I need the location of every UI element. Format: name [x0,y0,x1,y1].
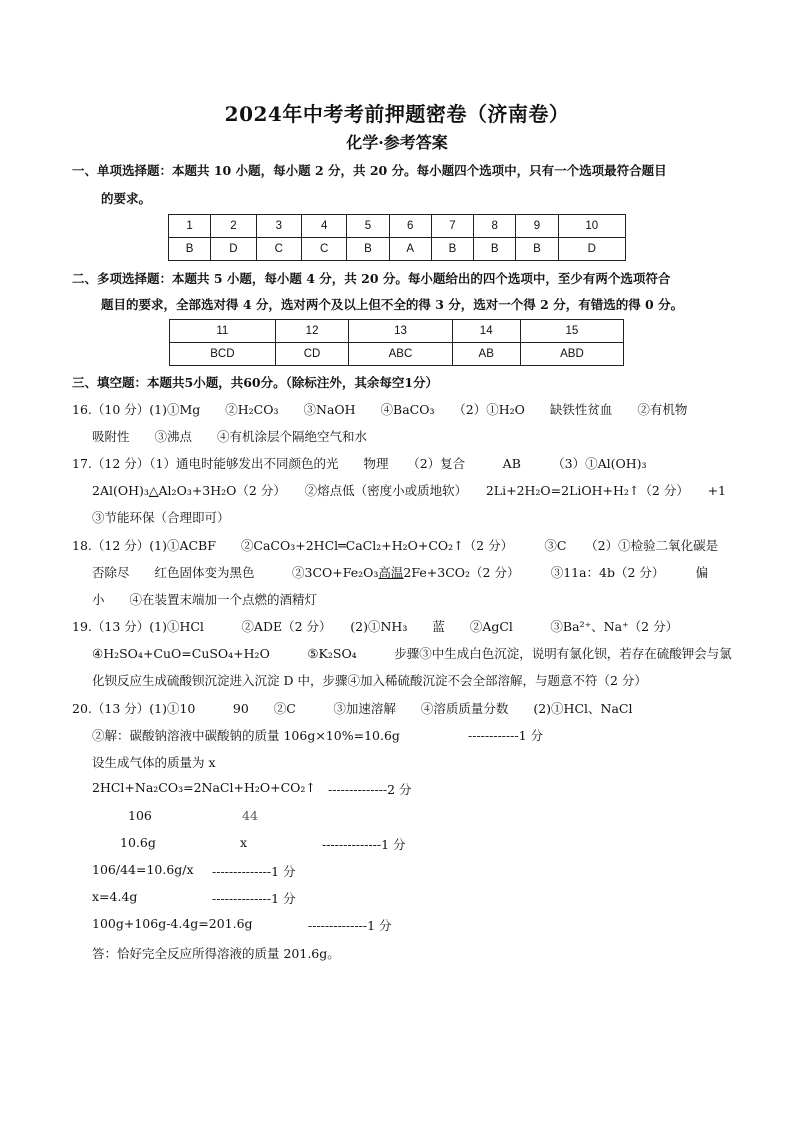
table-cell: 10 [558,215,625,238]
table-cell: 12 [275,320,349,343]
q18-equation-left: 否除尽 红色固体变为黑色 ②3CO+Fe₂O₃ [92,565,379,580]
page-title: 2024年中考考前押题密卷（济南卷） [224,102,570,126]
table-cell: 11 [170,320,276,343]
table-cell: 14 [452,320,520,343]
section3-heading: 三、填空题：本题共5小题，共60分。（除标注外，其余每空1分） [72,375,439,390]
section2-heading-cont: 题目的要求，全部选对得 4 分，选对两个及以上但不全的得 3 分，选对一个得 2 分，有错选的得 0 分。 [101,297,684,312]
table-cell: A [389,238,431,261]
q20-molar-mass-a: 106 [128,808,152,823]
q20-score-6: --------------1 分 [308,918,392,933]
table-cell: AB [452,343,520,366]
q20-score-1: ------------1 分 [468,728,544,743]
table-cell: 5 [347,215,389,238]
table-cell: B [169,238,211,261]
q17-line3: ③节能环保（合理即可） [92,510,230,525]
section2-answer-table [169,319,624,366]
table-cell: C [302,238,347,261]
table-cell: 9 [516,215,558,238]
q20-ratio: 106/44=10.6g/x [92,862,194,877]
section1-heading-cont: 的要求。 [101,191,152,206]
q17-line2-rest: Al₂O₃+3H₂O（2 分） ②熔点低（密度小或质地软） 2Li+2H₂O=2LiOH+H₂↑（2 分） +1 [158,483,727,498]
q20-solution-line: ②解：碳酸钠溶液中碳酸钠的质量 106g×10%=10.6g [92,728,400,743]
section2-heading: 二、多项选择题：本题共 5 小题，每小题 4 分，共 20 分。每小题给出的四个选项中，至少有两个选项符合 [72,271,671,286]
high-temp-condition: 高温 [378,565,404,580]
q17-line1: 17.（12 分）（1）通电时能够发出不同颜色的光 物理 （2）复合 AB （3）①Al(OH)₃ [72,456,647,471]
table-row [169,215,626,238]
table-cell: 1 [169,215,211,238]
page-subtitle: 化学·参考答案 [346,133,448,152]
q19-line2: ④H₂SO₄+CuO=CuSO₄+H₂O ⑤K₂SO₄ 步骤③中生成白色沉淀，说明有氯化钡，若存在硫酸钾会与氯 [92,646,732,661]
q17-line2 [92,481,726,499]
table-cell: B [347,238,389,261]
q16-line2: 吸附性 ③沸点 ④有机涂层个隔绝空气和水 [92,429,368,444]
q20-score-4: --------------1 分 [212,864,296,879]
table-row [170,320,624,343]
table-cell: BCD [170,343,276,366]
q20-molar-mass-b: 44 [242,808,258,823]
q18-line1: 18.（12 分）(1)①ACBF ②CaCO₃+2HCl═CaCl₂+H₂O+CO₂↑（2 分） ③C （2）①检验二氧化碳是 [72,538,719,553]
table-cell: B [516,238,558,261]
table-cell: 7 [431,215,473,238]
q20-solution-mass: 100g+106g-4.4g=201.6g [92,916,253,931]
q20-assumption: 设生成气体的质量为 x [92,755,216,770]
table-cell: CD [275,343,349,366]
q17-equation-left: 2Al(OH)₃ [92,483,149,498]
section1-heading: 一、单项选择题：本题共 10 小题，每小题 2 分，共 20 分。每小题四个选项中，只有一个选项最符合题目 [72,163,667,178]
q20-score-3: --------------1 分 [322,837,406,852]
q19-line1: 19.（13 分）(1)①HCl ②ADE（2 分） (2)①NH₃ 蓝 ②AgCl ③Ba²⁺、Na⁺（2 分） [72,619,679,634]
table-cell: 8 [474,215,516,238]
table-cell: D [211,238,256,261]
q19-line3: 化钡反应生成硫酸钡沉淀进入沉淀 D 中，步骤④加入稀硫酸沉淀不会全部溶解，与题意不符（2 分） [92,673,647,688]
q18-line2-rest: 2Fe+3CO₂（2 分） ③11a：4b（2 分） 偏 [403,565,709,580]
table-cell: C [256,238,301,261]
q20-equation: 2HCl+Na₂CO₃=2NaCl+H₂O+CO₂↑ [92,780,316,795]
table-cell: B [431,238,473,261]
table-row [170,343,624,366]
table-cell: ABD [520,343,623,366]
q18-line3: 小 ④在装置末端加一个点燃的酒精灯 [92,592,318,607]
table-cell: ABC [349,343,452,366]
table-cell: 15 [520,320,623,343]
heat-symbol: △ [148,483,159,498]
q20-x-value: x=4.4g [92,889,138,904]
table-cell: 3 [256,215,301,238]
q20-line1: 20.（13 分）(1)①10 90 ②C ③加速溶解 ④溶质质量分数 (2)①HCl、NaCl [72,701,633,716]
section1-answer-table [168,214,626,261]
q20-answer: 答：恰好完全反应所得溶液的质量 201.6g。 [92,946,340,961]
table-row [169,238,626,261]
table-cell: 2 [211,215,256,238]
q20-score-2: --------------2 分 [328,782,412,797]
q18-line2 [92,563,708,581]
table-cell: 13 [349,320,452,343]
table-cell: 6 [389,215,431,238]
table-cell: 4 [302,215,347,238]
q20-mass-x: x [240,835,248,850]
q20-score-5: --------------1 分 [212,891,296,906]
q20-mass-a: 10.6g [120,835,156,850]
q16-line1: 16.（10 分）(1)①Mg ②H₂CO₃ ③NaOH ④BaCO₃ （2）①H₂O 缺铁性贫血 ②有机物 [72,402,688,417]
table-cell: D [558,238,625,261]
table-cell: B [474,238,516,261]
